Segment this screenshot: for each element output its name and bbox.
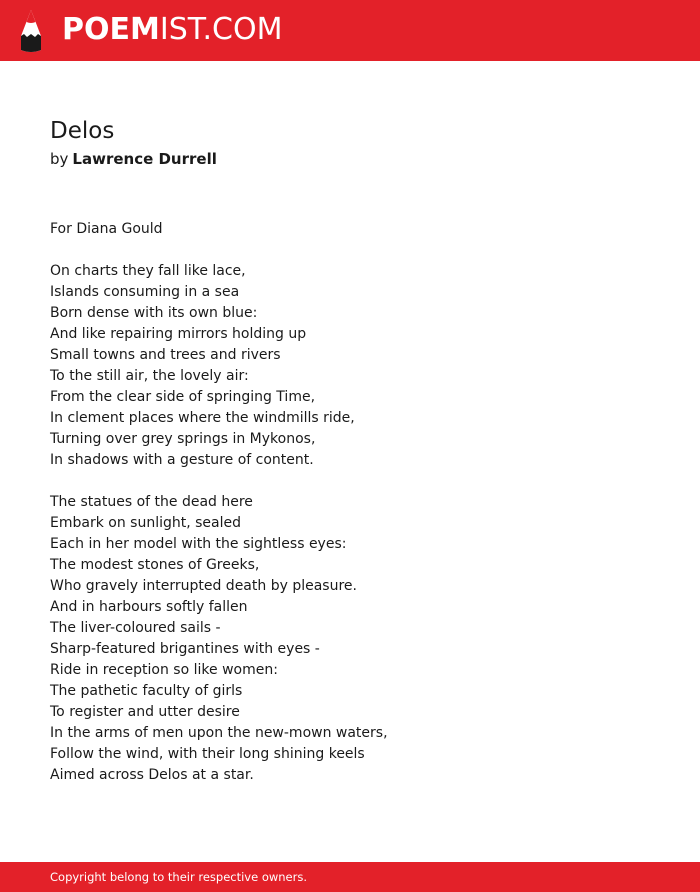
by-label: by	[50, 150, 69, 168]
poem-line: Islands consuming in a sea	[50, 284, 240, 300]
poem-line: Turning over grey springs in Mykonos,	[50, 431, 316, 447]
poem-line: Small towns and trees and rivers	[50, 347, 281, 363]
copyright-notice: Copyright belong to their respective owners.	[50, 870, 308, 884]
stanza-gap	[50, 471, 670, 492]
poem-line: Who gravely interrupted death by pleasure.	[50, 578, 357, 594]
poem-line: Born dense with its own blue:	[50, 305, 258, 321]
poem-line: To the still air, the lovely air:	[50, 368, 249, 384]
poem-line: Sharp-featured brigantines with eyes -	[50, 641, 320, 657]
poem-line: From the clear side of springing Time,	[50, 389, 316, 405]
stanza-2	[50, 492, 670, 786]
poem-line: Each in her model with the sightless eyes:	[50, 536, 347, 552]
poem-line: The pathetic faculty of girls	[50, 683, 243, 699]
poem-line: The liver-coloured sails -	[50, 620, 221, 636]
poem-title: Delos	[50, 118, 115, 144]
poem-line: Embark on sunlight, sealed	[50, 515, 241, 531]
poem-body	[50, 219, 670, 786]
stanza-gap	[50, 240, 670, 261]
author-name: Lawrence Durrell	[72, 150, 217, 168]
poem-line: Aimed across Delos at a star.	[50, 767, 254, 783]
poem-line: On charts they fall like lace,	[50, 263, 246, 279]
pencil-tip-icon[interactable]	[18, 10, 44, 52]
poem-line: In shadows with a gesture of content.	[50, 452, 314, 468]
poem-line: And like repairing mirrors holding up	[50, 326, 307, 342]
byline	[50, 149, 217, 169]
poem-line: Follow the wind, with their long shining keels	[50, 746, 365, 762]
stanza-1	[50, 261, 670, 471]
poem-line: To register and utter desire	[50, 704, 240, 720]
poem-line: In clement places where the windmills ride,	[50, 410, 355, 426]
site-logo[interactable]	[62, 13, 282, 47]
poem-line: The modest stones of Greeks,	[50, 557, 260, 573]
logo-bold-text: POEM	[62, 12, 160, 47]
site-footer	[0, 862, 700, 892]
poem-line: In the arms of men upon the new-mown waters,	[50, 725, 388, 741]
dedication: For Diana Gould	[50, 221, 163, 237]
site-header	[0, 0, 700, 61]
poem-line: And in harbours softly fallen	[50, 599, 248, 615]
poem-line: Ride in reception so like women:	[50, 662, 278, 678]
logo-light-text: IST.COM	[159, 12, 283, 47]
poem-line: The statues of the dead here	[50, 494, 253, 510]
